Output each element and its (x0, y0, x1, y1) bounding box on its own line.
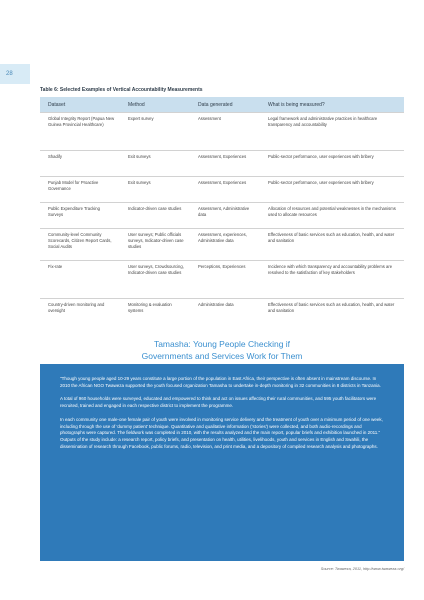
table-cell: Legal framework and administrative practices in healthcare transparency and accountability (260, 113, 404, 151)
table-cell: Shadify (40, 151, 120, 177)
table-row (40, 299, 404, 325)
table-cell: Fix-rate (40, 261, 120, 299)
column-header-data-generated: Data generated (190, 97, 260, 113)
table-cell: User surveys; Public officials surveys, Indicator-driven case studies (120, 229, 190, 261)
accountability-table (40, 97, 404, 324)
table-row (40, 203, 404, 229)
table-cell: Monitoring & evaluation systems (120, 299, 190, 325)
table-cell: Administrative data (190, 299, 260, 325)
table-cell: Incidence with which transparency and accountability problems are resolved to the satisfaction of key stakeholders (260, 261, 404, 299)
table-cell: Punjab Model for Proactive Governance (40, 177, 120, 203)
table-cell: Effectiveness of basic services such as education, health, and water and sanitation (260, 299, 404, 325)
table-cell: Expert survey (120, 113, 190, 151)
table-cell: Public-sector performance, user experiences with bribery (260, 151, 404, 177)
table-cell: Assessment, Experiences (190, 177, 260, 203)
case-study-title (40, 338, 404, 362)
column-header-what-measured: What is being measured? (260, 97, 404, 113)
table-cell: Assessment, experiences, Administrative data (190, 229, 260, 261)
case-study-paragraph: "Though young people aged 10-29 years constitute a large portion of the population in East Africa, their perspective is often absent in mainstream discourse. In 2010 the African NGO Twaweza supported the youth focused organization Tamasha to undertake in-depth monitoring in 32 communities in 8 districts in Tanzania. (60, 376, 381, 388)
case-study-title-line: Tamasha: Young People Checking if (153, 339, 291, 349)
table-cell: Assessment, Administrative data (190, 203, 260, 229)
table-cell: Community-level Community Scorecards, Citizen Report Cards, Social Audits (40, 229, 120, 261)
table-cell: Effectiveness of basic services such as education, health, and water and sanitation (260, 229, 404, 261)
table-cell: Allocation of resources and potential weaknesses in the mechanisms used to allocate resources (260, 203, 404, 229)
case-study-box (40, 364, 404, 561)
column-header-dataset: Dataset (40, 97, 120, 113)
table-cell: Country-driven monitoring and oversight (40, 299, 120, 325)
table-row (40, 177, 404, 203)
table-row (40, 113, 404, 151)
source-note: Source: Twaweza, 2011, http://www.twaweza.org/ (320, 567, 404, 571)
table-cell: Public-sector performance, user experiences with bribery (260, 177, 404, 203)
table-cell: Perceptions, Experiences (190, 261, 260, 299)
table-title: Table 6: Selected Examples of Vertical Accountability Measurements (40, 87, 203, 93)
table-row (40, 229, 404, 261)
case-study-paragraph: A total of 960 households were surveyed, educated and empowered to think and act on issues affecting their rural communities, and 595 youth facilitators were recruited, trained and engaged in each respective district to implement the programme. (60, 396, 377, 409)
table-cell: User surveys, Crowdsourcing, Indicator-driven case studies (120, 261, 190, 299)
case-study-paragraph: In each community one male-one female pair of youth were involved in monitoring service delivery and the treatment of youth over a minimum period of one week, including through the use of 'dummy patient' technique. Quantitative and qualitative information ('stories') were collected, and both audio-recordings and photographs were captured. The fieldwork was completed in 2010, with the results analyzed and the main report, popular briefs and exhibition launched in 2011." Outputs of the study include: a research report, policy briefs, and presentation on health, utilities, livelihoods, youth and services in English and Swahili, the dissemination of research through Facebook, public forums, radio, television, and print media, and a depository of compiled research analysis and photographs. (60, 416, 383, 449)
table-cell: Public Expenditure Tracking Surveys (40, 203, 120, 229)
table-header-row (40, 97, 404, 113)
case-study-title-line: Governments and Services Work for Them (141, 351, 303, 361)
page-number: 28 (0, 64, 30, 84)
table-row (40, 261, 404, 299)
table-cell: Assessment, Experiences (190, 151, 260, 177)
table-cell: Global Integrity Report (Papua New Guinea Provincial Healthcare) (40, 113, 120, 151)
column-header-method: Method (120, 97, 190, 113)
table-cell: Exit surveys (120, 151, 190, 177)
table-cell: Assessment (190, 113, 260, 151)
table-cell: Exit surveys (120, 177, 190, 203)
table-cell: Indicator-driven case studies (120, 203, 190, 229)
table-row (40, 151, 404, 177)
